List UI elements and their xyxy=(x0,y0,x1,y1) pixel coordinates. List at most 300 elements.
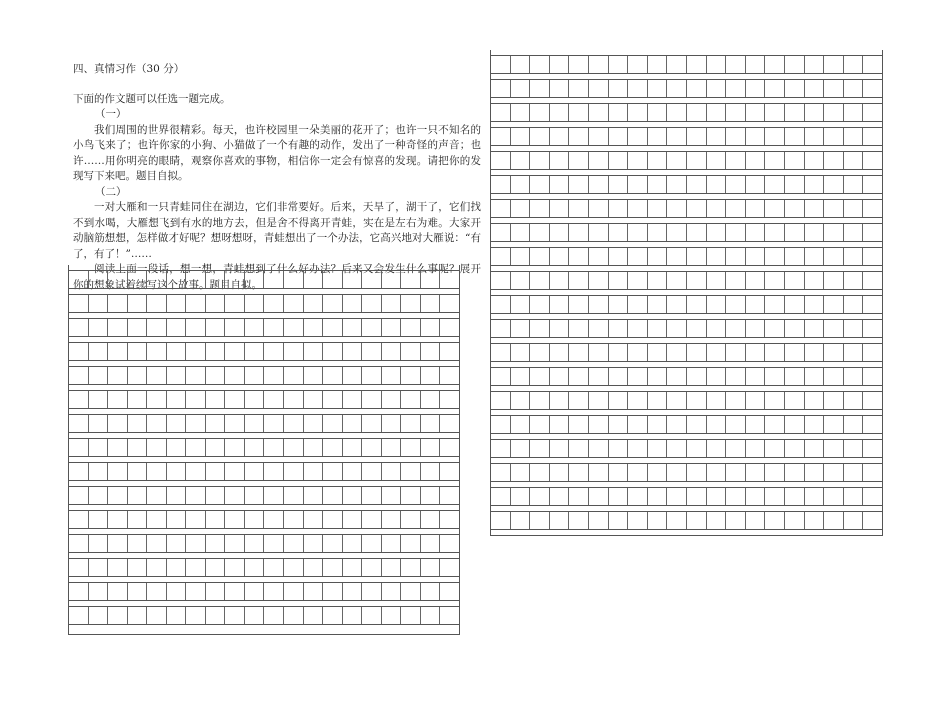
grid-cell[interactable] xyxy=(687,56,707,73)
grid-cell[interactable] xyxy=(707,488,727,505)
grid-cell[interactable] xyxy=(746,272,766,289)
grid-cell[interactable] xyxy=(511,296,531,313)
grid-cell[interactable] xyxy=(440,487,459,504)
grid-cell[interactable] xyxy=(550,296,570,313)
grid-cell[interactable] xyxy=(805,320,825,337)
grid-cell[interactable] xyxy=(726,416,746,433)
grid-cell[interactable] xyxy=(628,368,648,385)
grid-cell[interactable] xyxy=(824,464,844,481)
grid-cell[interactable] xyxy=(147,415,167,432)
grid-cell[interactable] xyxy=(491,512,511,529)
grid-cell[interactable] xyxy=(550,344,570,361)
grid-cell[interactable] xyxy=(382,463,402,480)
grid-cell[interactable] xyxy=(343,559,363,576)
grid-cell[interactable] xyxy=(69,463,89,480)
grid-cell[interactable] xyxy=(667,464,687,481)
grid-cell[interactable] xyxy=(382,391,402,408)
grid-cell[interactable] xyxy=(69,439,89,456)
grid-cell[interactable] xyxy=(687,488,707,505)
grid-cell[interactable] xyxy=(628,128,648,145)
grid-cell[interactable] xyxy=(746,320,766,337)
grid-cell[interactable] xyxy=(726,464,746,481)
grid-cell[interactable] xyxy=(569,464,589,481)
grid-cell[interactable] xyxy=(362,271,382,288)
grid-cell[interactable] xyxy=(785,512,805,529)
grid-cell[interactable] xyxy=(589,56,609,73)
grid-cell[interactable] xyxy=(362,367,382,384)
grid-cell[interactable] xyxy=(530,152,550,169)
grid-cell[interactable] xyxy=(323,319,343,336)
grid-cell[interactable] xyxy=(245,511,265,528)
grid-cell[interactable] xyxy=(628,344,648,361)
grid-cell[interactable] xyxy=(844,488,864,505)
grid-cell[interactable] xyxy=(785,440,805,457)
grid-cell[interactable] xyxy=(765,296,785,313)
grid-cell[interactable] xyxy=(667,56,687,73)
grid-cell[interactable] xyxy=(844,320,864,337)
grid-cell[interactable] xyxy=(89,463,109,480)
grid-cell[interactable] xyxy=(726,80,746,97)
grid-cell[interactable] xyxy=(225,583,245,600)
grid-cell[interactable] xyxy=(225,559,245,576)
grid-cell[interactable] xyxy=(805,248,825,265)
grid-cell[interactable] xyxy=(108,487,128,504)
grid-cell[interactable] xyxy=(245,391,265,408)
grid-cell[interactable] xyxy=(550,392,570,409)
grid-cell[interactable] xyxy=(589,344,609,361)
grid-cell[interactable] xyxy=(628,80,648,97)
grid-cell[interactable] xyxy=(785,248,805,265)
grid-cell[interactable] xyxy=(805,368,825,385)
grid-cell[interactable] xyxy=(805,392,825,409)
grid-cell[interactable] xyxy=(863,416,882,433)
grid-cell[interactable] xyxy=(785,128,805,145)
grid-cell[interactable] xyxy=(824,512,844,529)
grid-row[interactable] xyxy=(490,55,883,74)
grid-cell[interactable] xyxy=(569,248,589,265)
grid-cell[interactable] xyxy=(491,440,511,457)
grid-cell[interactable] xyxy=(824,176,844,193)
grid-cell[interactable] xyxy=(863,512,882,529)
grid-cell[interactable] xyxy=(401,535,421,552)
grid-cell[interactable] xyxy=(440,415,459,432)
grid-cell[interactable] xyxy=(824,440,844,457)
grid-cell[interactable] xyxy=(824,80,844,97)
grid-cell[interactable] xyxy=(530,128,550,145)
grid-cell[interactable] xyxy=(186,535,206,552)
grid-cell[interactable] xyxy=(628,440,648,457)
grid-cell[interactable] xyxy=(550,56,570,73)
grid-cell[interactable] xyxy=(440,535,459,552)
grid-cell[interactable] xyxy=(491,80,511,97)
grid-cell[interactable] xyxy=(421,535,441,552)
grid-cell[interactable] xyxy=(805,440,825,457)
grid-cell[interactable] xyxy=(440,463,459,480)
grid-cell[interactable] xyxy=(167,271,187,288)
grid-cell[interactable] xyxy=(589,320,609,337)
grid-cell[interactable] xyxy=(225,271,245,288)
grid-cell[interactable] xyxy=(648,512,668,529)
grid-cell[interactable] xyxy=(304,559,324,576)
grid-cell[interactable] xyxy=(726,128,746,145)
grid-row[interactable] xyxy=(490,103,883,122)
grid-cell[interactable] xyxy=(186,487,206,504)
grid-cell[interactable] xyxy=(667,248,687,265)
grid-cell[interactable] xyxy=(628,200,648,217)
grid-cell[interactable] xyxy=(687,440,707,457)
writing-grid-right[interactable] xyxy=(490,50,883,536)
grid-cell[interactable] xyxy=(628,104,648,121)
grid-cell[interactable] xyxy=(440,511,459,528)
grid-cell[interactable] xyxy=(726,104,746,121)
grid-cell[interactable] xyxy=(785,200,805,217)
grid-cell[interactable] xyxy=(824,296,844,313)
grid-cell[interactable] xyxy=(726,248,746,265)
grid-cell[interactable] xyxy=(785,80,805,97)
grid-row[interactable] xyxy=(68,270,460,289)
grid-cell[interactable] xyxy=(147,367,167,384)
grid-cell[interactable] xyxy=(421,343,441,360)
grid-cell[interactable] xyxy=(382,583,402,600)
grid-cell[interactable] xyxy=(648,104,668,121)
grid-cell[interactable] xyxy=(726,176,746,193)
grid-cell[interactable] xyxy=(863,392,882,409)
grid-cell[interactable] xyxy=(844,464,864,481)
grid-cell[interactable] xyxy=(609,488,629,505)
grid-cell[interactable] xyxy=(491,104,511,121)
grid-cell[interactable] xyxy=(491,152,511,169)
grid-cell[interactable] xyxy=(284,463,304,480)
grid-cell[interactable] xyxy=(707,440,727,457)
grid-cell[interactable] xyxy=(765,512,785,529)
grid-cell[interactable] xyxy=(824,152,844,169)
grid-cell[interactable] xyxy=(421,271,441,288)
grid-cell[interactable] xyxy=(362,295,382,312)
grid-cell[interactable] xyxy=(225,607,245,624)
grid-cell[interactable] xyxy=(726,152,746,169)
grid-cell[interactable] xyxy=(225,343,245,360)
grid-cell[interactable] xyxy=(69,583,89,600)
grid-cell[interactable] xyxy=(530,80,550,97)
grid-cell[interactable] xyxy=(569,392,589,409)
grid-cell[interactable] xyxy=(245,535,265,552)
grid-cell[interactable] xyxy=(264,295,284,312)
grid-cell[interactable] xyxy=(589,248,609,265)
grid-cell[interactable] xyxy=(805,488,825,505)
grid-row[interactable] xyxy=(68,318,460,337)
grid-cell[interactable] xyxy=(628,152,648,169)
grid-cell[interactable] xyxy=(264,415,284,432)
grid-cell[interactable] xyxy=(225,391,245,408)
grid-cell[interactable] xyxy=(401,319,421,336)
grid-cell[interactable] xyxy=(550,416,570,433)
grid-cell[interactable] xyxy=(805,80,825,97)
grid-cell[interactable] xyxy=(609,200,629,217)
grid-cell[interactable] xyxy=(609,80,629,97)
grid-cell[interactable] xyxy=(824,488,844,505)
grid-cell[interactable] xyxy=(167,439,187,456)
grid-cell[interactable] xyxy=(648,320,668,337)
grid-cell[interactable] xyxy=(167,415,187,432)
grid-cell[interactable] xyxy=(89,535,109,552)
grid-cell[interactable] xyxy=(206,463,226,480)
grid-row[interactable] xyxy=(490,127,883,146)
grid-cell[interactable] xyxy=(844,152,864,169)
grid-cell[interactable] xyxy=(186,391,206,408)
grid-cell[interactable] xyxy=(69,535,89,552)
grid-cell[interactable] xyxy=(511,368,531,385)
grid-cell[interactable] xyxy=(264,391,284,408)
grid-cell[interactable] xyxy=(746,128,766,145)
grid-cell[interactable] xyxy=(128,367,148,384)
grid-row[interactable] xyxy=(490,151,883,170)
grid-cell[interactable] xyxy=(648,200,668,217)
grid-cell[interactable] xyxy=(687,512,707,529)
grid-cell[interactable] xyxy=(589,440,609,457)
grid-cell[interactable] xyxy=(382,367,402,384)
grid-cell[interactable] xyxy=(628,416,648,433)
grid-cell[interactable] xyxy=(108,271,128,288)
grid-cell[interactable] xyxy=(323,511,343,528)
grid-cell[interactable] xyxy=(186,271,206,288)
grid-cell[interactable] xyxy=(225,511,245,528)
grid-cell[interactable] xyxy=(589,416,609,433)
grid-cell[interactable] xyxy=(284,559,304,576)
grid-cell[interactable] xyxy=(785,296,805,313)
grid-row[interactable] xyxy=(68,486,460,505)
grid-cell[interactable] xyxy=(147,487,167,504)
grid-cell[interactable] xyxy=(264,463,284,480)
grid-cell[interactable] xyxy=(863,224,882,241)
grid-cell[interactable] xyxy=(284,583,304,600)
grid-row[interactable] xyxy=(68,510,460,529)
grid-cell[interactable] xyxy=(805,512,825,529)
grid-cell[interactable] xyxy=(382,535,402,552)
grid-cell[interactable] xyxy=(323,487,343,504)
grid-cell[interactable] xyxy=(648,464,668,481)
grid-cell[interactable] xyxy=(765,416,785,433)
grid-cell[interactable] xyxy=(805,152,825,169)
grid-cell[interactable] xyxy=(108,511,128,528)
grid-cell[interactable] xyxy=(343,439,363,456)
grid-cell[interactable] xyxy=(206,607,226,624)
grid-cell[interactable] xyxy=(89,319,109,336)
grid-cell[interactable] xyxy=(304,271,324,288)
grid-cell[interactable] xyxy=(491,416,511,433)
grid-cell[interactable] xyxy=(707,296,727,313)
grid-cell[interactable] xyxy=(147,463,167,480)
grid-cell[interactable] xyxy=(824,248,844,265)
grid-cell[interactable] xyxy=(707,104,727,121)
grid-cell[interactable] xyxy=(589,224,609,241)
grid-cell[interactable] xyxy=(225,463,245,480)
grid-cell[interactable] xyxy=(687,344,707,361)
grid-cell[interactable] xyxy=(844,248,864,265)
grid-cell[interactable] xyxy=(785,104,805,121)
grid-cell[interactable] xyxy=(491,464,511,481)
grid-cell[interactable] xyxy=(421,319,441,336)
grid-cell[interactable] xyxy=(746,440,766,457)
grid-row[interactable] xyxy=(68,366,460,385)
grid-cell[interactable] xyxy=(687,416,707,433)
grid-cell[interactable] xyxy=(323,559,343,576)
grid-cell[interactable] xyxy=(304,367,324,384)
grid-cell[interactable] xyxy=(511,512,531,529)
grid-cell[interactable] xyxy=(863,296,882,313)
grid-cell[interactable] xyxy=(245,487,265,504)
grid-cell[interactable] xyxy=(765,224,785,241)
grid-cell[interactable] xyxy=(491,176,511,193)
grid-cell[interactable] xyxy=(726,440,746,457)
grid-cell[interactable] xyxy=(206,583,226,600)
grid-cell[interactable] xyxy=(609,392,629,409)
grid-cell[interactable] xyxy=(687,224,707,241)
grid-cell[interactable] xyxy=(765,272,785,289)
grid-cell[interactable] xyxy=(167,391,187,408)
grid-cell[interactable] xyxy=(707,320,727,337)
grid-cell[interactable] xyxy=(128,319,148,336)
grid-cell[interactable] xyxy=(628,392,648,409)
grid-row[interactable] xyxy=(490,439,883,458)
grid-cell[interactable] xyxy=(245,415,265,432)
grid-cell[interactable] xyxy=(108,319,128,336)
grid-cell[interactable] xyxy=(304,319,324,336)
grid-cell[interactable] xyxy=(844,440,864,457)
grid-cell[interactable] xyxy=(491,248,511,265)
grid-cell[interactable] xyxy=(530,464,550,481)
grid-cell[interactable] xyxy=(440,271,459,288)
grid-cell[interactable] xyxy=(707,80,727,97)
grid-cell[interactable] xyxy=(589,152,609,169)
grid-cell[interactable] xyxy=(491,56,511,73)
grid-cell[interactable] xyxy=(186,367,206,384)
grid-cell[interactable] xyxy=(863,248,882,265)
grid-cell[interactable] xyxy=(609,512,629,529)
grid-cell[interactable] xyxy=(569,416,589,433)
grid-cell[interactable] xyxy=(304,343,324,360)
grid-cell[interactable] xyxy=(323,463,343,480)
grid-cell[interactable] xyxy=(746,152,766,169)
grid-cell[interactable] xyxy=(343,583,363,600)
grid-cell[interactable] xyxy=(186,343,206,360)
grid-cell[interactable] xyxy=(264,487,284,504)
grid-cell[interactable] xyxy=(206,319,226,336)
grid-cell[interactable] xyxy=(245,367,265,384)
grid-cell[interactable] xyxy=(550,128,570,145)
grid-row[interactable] xyxy=(490,271,883,290)
grid-cell[interactable] xyxy=(667,488,687,505)
grid-cell[interactable] xyxy=(844,392,864,409)
grid-cell[interactable] xyxy=(530,512,550,529)
grid-cell[interactable] xyxy=(589,392,609,409)
grid-cell[interactable] xyxy=(746,464,766,481)
grid-cell[interactable] xyxy=(186,463,206,480)
grid-cell[interactable] xyxy=(343,391,363,408)
grid-row[interactable] xyxy=(490,199,883,218)
grid-cell[interactable] xyxy=(844,176,864,193)
grid-cell[interactable] xyxy=(128,343,148,360)
grid-cell[interactable] xyxy=(648,176,668,193)
grid-cell[interactable] xyxy=(284,391,304,408)
grid-row[interactable] xyxy=(68,606,460,625)
grid-cell[interactable] xyxy=(667,176,687,193)
grid-cell[interactable] xyxy=(609,272,629,289)
grid-cell[interactable] xyxy=(186,439,206,456)
grid-cell[interactable] xyxy=(147,511,167,528)
grid-cell[interactable] xyxy=(108,535,128,552)
grid-cell[interactable] xyxy=(69,295,89,312)
grid-cell[interactable] xyxy=(511,80,531,97)
grid-cell[interactable] xyxy=(69,343,89,360)
grid-cell[interactable] xyxy=(421,559,441,576)
grid-cell[interactable] xyxy=(844,224,864,241)
grid-cell[interactable] xyxy=(707,272,727,289)
grid-cell[interactable] xyxy=(440,295,459,312)
grid-cell[interactable] xyxy=(824,272,844,289)
grid-cell[interactable] xyxy=(667,80,687,97)
grid-cell[interactable] xyxy=(687,248,707,265)
grid-cell[interactable] xyxy=(401,583,421,600)
grid-cell[interactable] xyxy=(362,343,382,360)
grid-cell[interactable] xyxy=(726,224,746,241)
grid-cell[interactable] xyxy=(382,319,402,336)
grid-cell[interactable] xyxy=(687,464,707,481)
grid-cell[interactable] xyxy=(609,368,629,385)
grid-cell[interactable] xyxy=(362,415,382,432)
grid-cell[interactable] xyxy=(401,607,421,624)
grid-row[interactable] xyxy=(68,558,460,577)
grid-cell[interactable] xyxy=(89,487,109,504)
grid-cell[interactable] xyxy=(304,535,324,552)
grid-cell[interactable] xyxy=(225,295,245,312)
grid-cell[interactable] xyxy=(687,392,707,409)
grid-cell[interactable] xyxy=(440,367,459,384)
grid-cell[interactable] xyxy=(530,344,550,361)
grid-cell[interactable] xyxy=(609,128,629,145)
grid-cell[interactable] xyxy=(167,535,187,552)
grid-cell[interactable] xyxy=(69,271,89,288)
grid-cell[interactable] xyxy=(863,464,882,481)
grid-cell[interactable] xyxy=(167,295,187,312)
grid-cell[interactable] xyxy=(844,296,864,313)
grid-cell[interactable] xyxy=(440,343,459,360)
grid-cell[interactable] xyxy=(284,487,304,504)
grid-cell[interactable] xyxy=(343,367,363,384)
grid-cell[interactable] xyxy=(421,463,441,480)
grid-cell[interactable] xyxy=(726,272,746,289)
grid-cell[interactable] xyxy=(628,224,648,241)
grid-cell[interactable] xyxy=(667,392,687,409)
grid-cell[interactable] xyxy=(440,391,459,408)
grid-cell[interactable] xyxy=(569,176,589,193)
grid-cell[interactable] xyxy=(167,511,187,528)
grid-cell[interactable] xyxy=(284,343,304,360)
grid-cell[interactable] xyxy=(785,152,805,169)
grid-cell[interactable] xyxy=(245,607,265,624)
grid-cell[interactable] xyxy=(530,272,550,289)
grid-cell[interactable] xyxy=(147,607,167,624)
grid-cell[interactable] xyxy=(108,367,128,384)
grid-cell[interactable] xyxy=(707,224,727,241)
grid-row[interactable] xyxy=(490,415,883,434)
grid-cell[interactable] xyxy=(206,511,226,528)
grid-cell[interactable] xyxy=(186,319,206,336)
grid-cell[interactable] xyxy=(550,512,570,529)
grid-cell[interactable] xyxy=(589,488,609,505)
grid-cell[interactable] xyxy=(304,511,324,528)
grid-cell[interactable] xyxy=(264,319,284,336)
grid-cell[interactable] xyxy=(225,367,245,384)
